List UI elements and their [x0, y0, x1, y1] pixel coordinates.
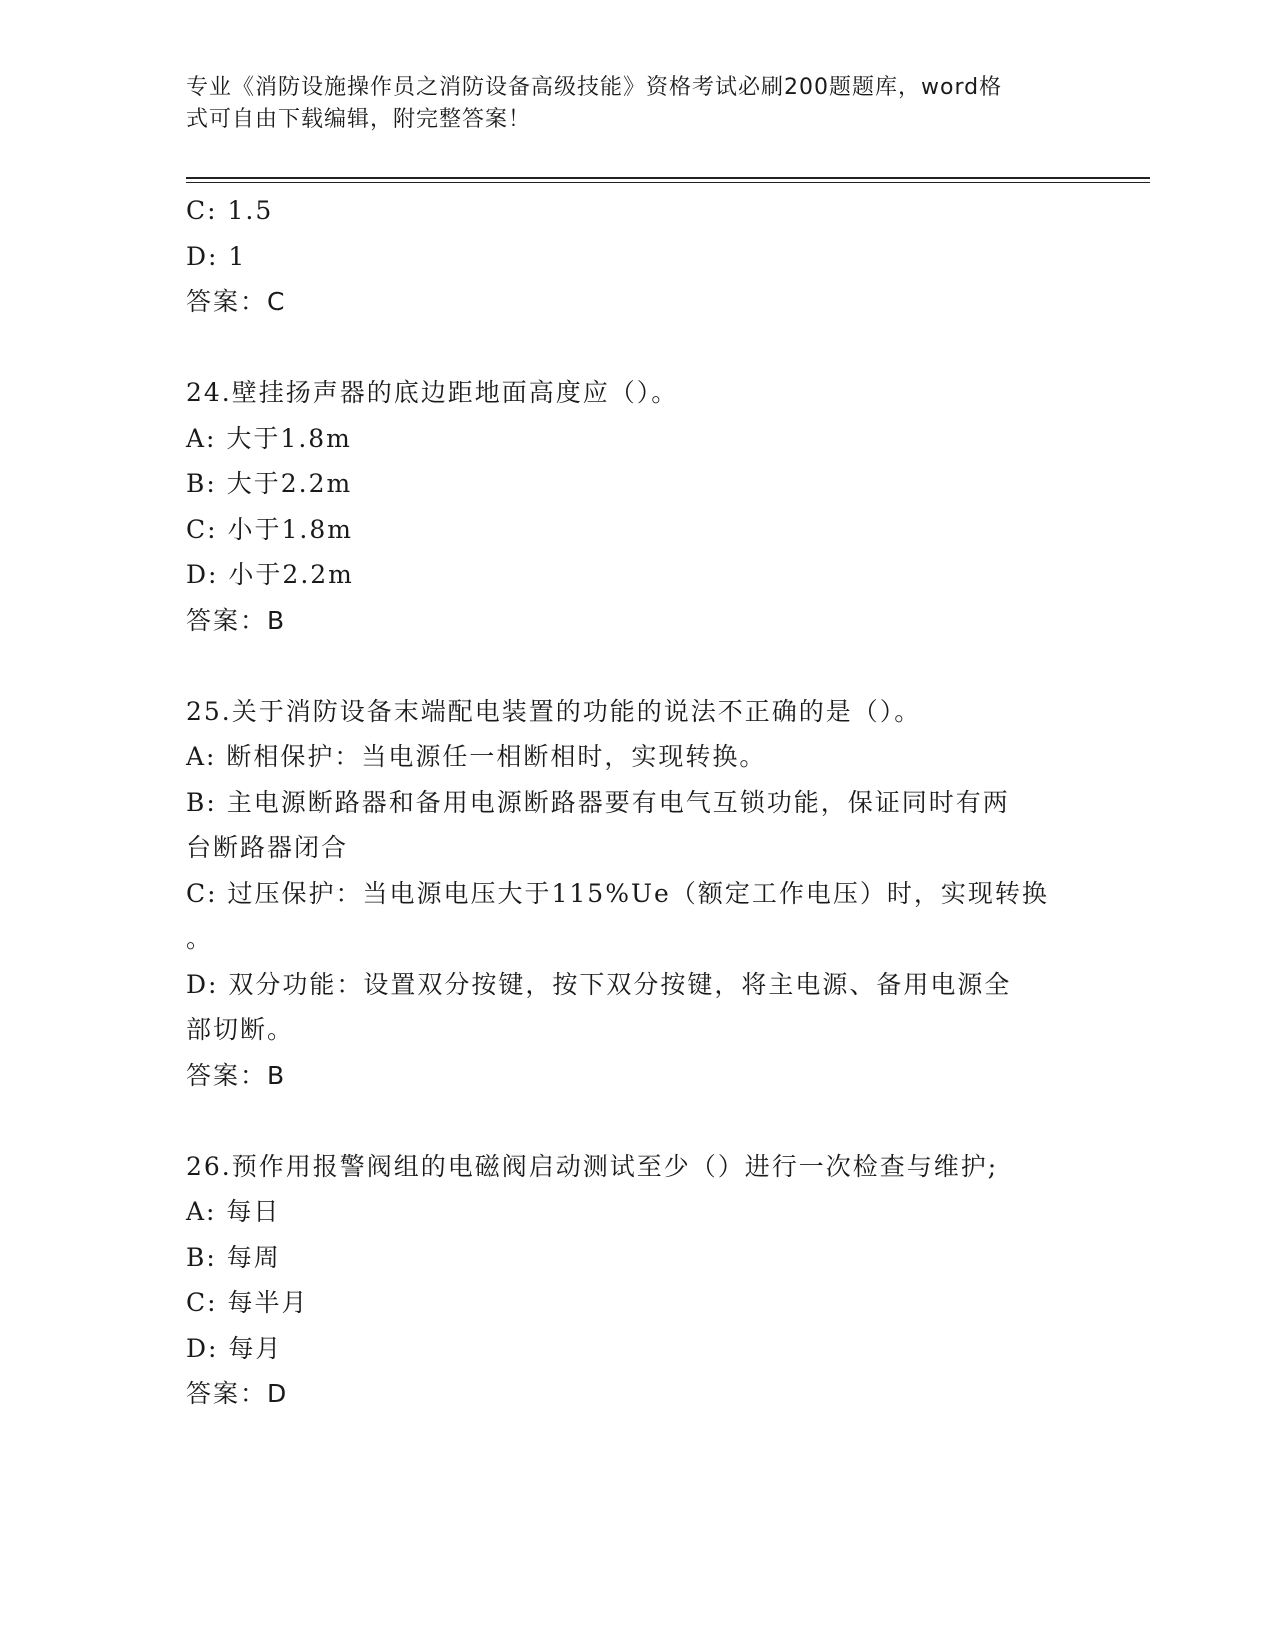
option-c: C: 1.5	[186, 196, 274, 225]
option-d: D: 1	[186, 241, 247, 271]
question-list	[186, 188, 1086, 1417]
spacer	[186, 325, 1086, 371]
option-a: A: 每日	[186, 1197, 281, 1226]
option-d: D: 每月	[186, 1333, 283, 1363]
option-d-line-1: D: 双分功能：设置双分按键，按下双分按键，将主电源、备用电源全	[186, 969, 1012, 999]
option-a: A: 大于1.8m	[186, 423, 352, 453]
header-divider-thin	[186, 182, 1150, 183]
option-b-line-2: 台断路器闭合	[186, 833, 349, 862]
question-text: 24.壁挂扬声器的底边距地面高度应（）。	[186, 378, 679, 407]
question-25	[186, 689, 1086, 1099]
option-d-line-2: 部切断。	[186, 1015, 295, 1044]
spacer	[186, 643, 1086, 689]
answer: 答案：B	[186, 605, 287, 635]
option-c-line-2: 。	[186, 924, 214, 953]
option-c-line-1: C: 过压保护：当电源电压大于115%Ue（额定工作电压）时，实现转换	[186, 878, 1049, 908]
question-text: 26.预作用报警阀组的电磁阀启动测试至少（）进行一次检查与维护;	[186, 1151, 999, 1181]
spacer	[186, 1098, 1086, 1144]
answer: 答案：D	[186, 1379, 289, 1408]
header-line-1: 专业《消防设施操作员之消防设备高级技能》资格考试必刷200题题库，word格	[186, 75, 1003, 100]
question-text: 25.关于消防设备末端配电装置的功能的说法不正确的是（）。	[186, 696, 922, 726]
option-c: C: 小于1.8m	[186, 514, 353, 544]
option-d: D: 小于2.2m	[186, 560, 354, 589]
prev-question-tail	[186, 188, 1086, 325]
header-line-2: 式可自由下载编辑，附完整答案！	[186, 107, 532, 132]
answer: 答案：C	[186, 287, 287, 316]
question-24	[186, 370, 1086, 643]
header-divider-thick	[186, 177, 1150, 179]
option-b: B: 每周	[186, 1242, 281, 1272]
answer: 答案：B	[186, 1060, 287, 1090]
option-c: C: 每半月	[186, 1288, 309, 1317]
option-a: A: 断相保护：当电源任一相断相时，实现转换。	[186, 742, 767, 771]
document-header	[186, 72, 1086, 136]
option-b-line-1: B: 主电源断路器和备用电源断路器要有电气互锁功能，保证同时有两	[186, 787, 1010, 817]
question-26	[186, 1144, 1086, 1417]
option-b: B: 大于2.2m	[186, 469, 353, 498]
